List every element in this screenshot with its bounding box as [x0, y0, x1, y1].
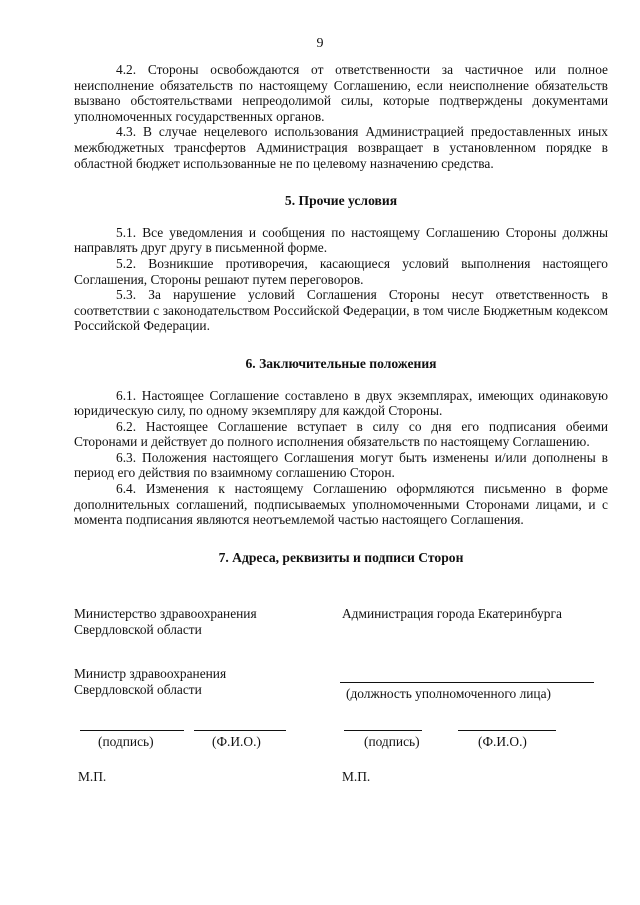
right-position-line [340, 682, 594, 683]
clause-6-2: 6.2. Настоящее Соглашение вступает в силу со дня его подписания обеими Сторонами и действует до полного исполнения обязательств по настоящему Соглашению. [74, 418, 608, 450]
clause-5-3: 5.3. За нарушение условий Соглашения Стороны несут ответственность в соответствии с законодательством Российской Федерации, в том числе Бюджетным кодексом Российской Федерации. [74, 287, 608, 334]
left-org-line1: Министерство здравоохранения [74, 606, 257, 621]
left-party [74, 606, 314, 698]
left-fio-caption: (Ф.И.О.) [212, 734, 261, 749]
right-signature-caption: (подпись) [364, 734, 420, 749]
section-5-title: 5. Прочие условия [284, 193, 398, 209]
left-minister-line1: Министр здравоохранения [74, 666, 227, 681]
right-position-caption: (должность уполномоченного лица) [346, 686, 551, 701]
clause-5-1: 5.1. Все уведомления и сообщения по настоящему Соглашению Стороны должны направлять друг другу в письменной форме. [74, 224, 608, 256]
right-fio-caption: (Ф.И.О.) [478, 734, 527, 749]
clause-4-3: 4.3. В случае нецелевого использования Администрацией предоставленных иных межбюджетных трансфертов Администрация возвращает в установленном порядке в областной бюджет использованные не по целевому назначению средства. [74, 124, 608, 171]
left-signature-line [80, 730, 184, 731]
section-7-title: 7. Адреса, реквизиты и подписи Сторон [218, 549, 464, 565]
left-minister-line2: Свердловской области [74, 682, 202, 697]
left-signature-caption: (подпись) [98, 734, 154, 749]
document-body [74, 62, 608, 581]
left-org-line2: Свердловской области [74, 622, 202, 637]
left-fio-line [194, 730, 286, 731]
right-fio-line [458, 730, 556, 731]
right-signature-line [344, 730, 422, 731]
clause-6-3: 6.3. Положения настоящего Соглашения могут быть изменены и/или дополнены в период его действия по взаимному соглашению Сторон. [74, 449, 608, 481]
clause-5-2: 5.2. Возникшие противоречия, касающиеся условий выполнения настоящего Соглашения, Стороны решают путем переговоров. [74, 255, 608, 287]
clause-6-1: 6.1. Настоящее Соглашение составлено в двух экземплярах, имеющих одинаковую юридическую силу, по одному экземпляру для каждой Стороны. [74, 387, 608, 419]
page-number: 9 [316, 36, 324, 51]
clause-4-2: 4.2. Стороны освобождаются от ответственности за частичное или полное неисполнение обязательств по настоящему Соглашению, если неисполнение обязательств вызвано обстоятельствами непреодолимой силы, которые подтверждены документами уполномоченных государственных органов. [74, 62, 608, 124]
clause-6-4: 6.4. Изменения к настоящему Соглашению оформляются письменно в форме дополнительных соглашений, подписываемых уполномоченными Сторонами лицами, и с момента подписания являются неотъемлемой частью настоящего Соглашения. [74, 481, 608, 528]
right-org-line1: Администрация города Екатеринбурга [342, 606, 562, 621]
section-6-title: 6. Заключительные положения [245, 355, 437, 371]
right-party [342, 606, 612, 622]
right-stamp-label: М.П. [342, 769, 371, 784]
signature-block [74, 606, 608, 796]
left-stamp-label: М.П. [78, 769, 107, 784]
